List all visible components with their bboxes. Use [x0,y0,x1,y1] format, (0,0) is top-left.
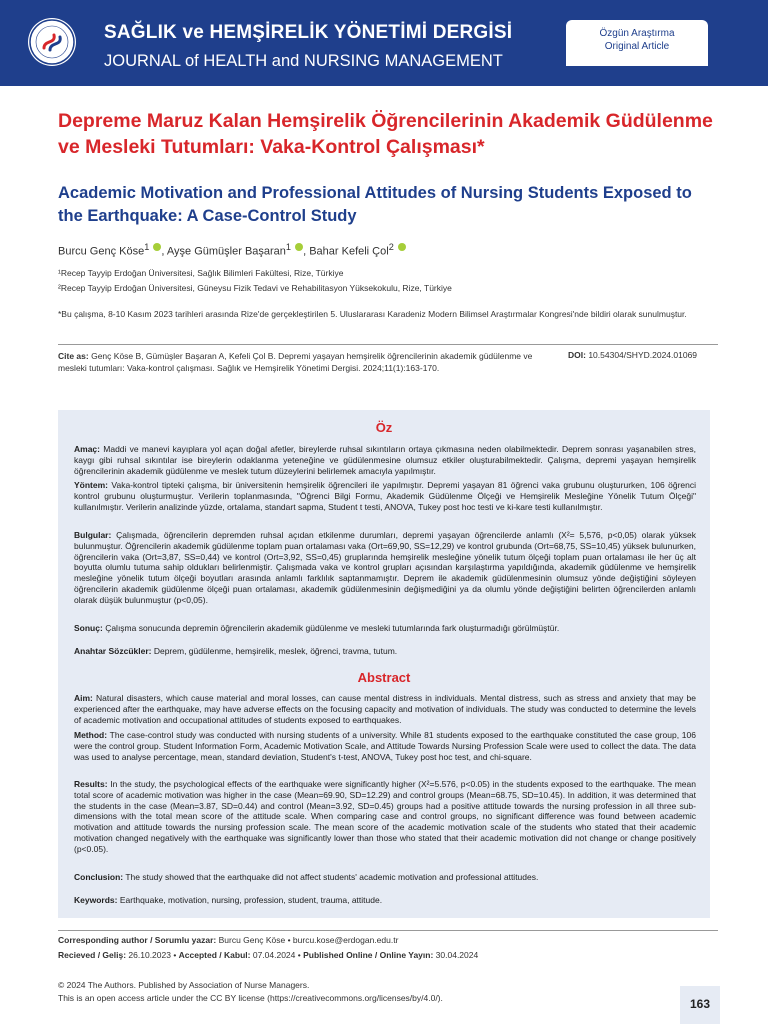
article-type-en: Original Article [604,41,670,52]
author-name[interactable]: Bahar Kefeli Çol [309,245,389,258]
citation [58,350,548,374]
abstract-keywords [74,895,696,906]
author-affil-sup: 2 [388,242,394,252]
received-label: Recieved / Geliş: [58,950,127,960]
abstract-aim [74,693,696,725]
oz-keywords [74,646,696,657]
journal-title-tr: SAĞLIK ve HEMŞİRELİK YÖNETİMİ DERGİSİ [104,22,513,43]
accepted-label: Accepted / Kabul: [178,950,251,960]
published-date: 30.04.2024 [435,950,479,960]
citation-label: Cite as: [58,351,89,361]
affiliation: ¹Recep Tayyip Erdoğan Üniversitesi, Sağlık Bilimleri Fakültesi, Rize, Türkiye [58,268,344,278]
journal-title-en: JOURNAL of HEALTH and NURSING MANAGEMENT [104,52,503,70]
citation-text: Genç Köse B, Gümüşler Başaran A, Kefeli Çol B. Depremi yaşayan hemşirelik öğrencilerinin akademik güdülenme ve mesleki tutumları: Vaka-kontrol çalışması. Sağlık ve Hemşirelik Yönetimi Dergisi. 2024;11(1):163-170. [58,351,533,373]
section-text: In the study, the psychological effects of the earthquake were significantly higher (X²=5.576, p<0.05) in the students exposed to the earthquake. The mean total score of academic motivation was higher in the case (Mean=69.90, SD=12.29) and control groups (Mean=68.75, SD=10.45). In addition, it was determined that the students in the case (Mean=3.87, SD=0.44) and control (Mean=3.92, SD=0.45) groups had a positive attitude towards the nursing profession in all three sub-dimensions with the total mean score of the attitude scale. When comparing case and control groups, no significant difference was found between academic motivation and attitude towards the nursing profession scale. The mean score of the academic motivation scale of the students who stated that their academic motivation changed negatively with the earthquake was significantly lower than those who stated that their academic motivation did not change or change positively (p<0.05). [74,779,696,854]
page-number: 163 [680,986,720,1024]
author-affil-sup: 1 [285,242,292,252]
corresponding-label: Corresponding author / Sorumlu yazar: [58,935,217,945]
article-type-badge [566,20,708,66]
article-title-tr: Depreme Maruz Kalan Hemşirelik Öğrencilerinin Akademik Güdülenme ve Mesleki Tutumları: Vaka-Kontrol Çalışması* [58,110,713,158]
orcid-icon[interactable] [398,243,406,251]
section-text: Vaka-kontrol tipteki çalışma, bir üniversitenin hemşirelik öğrencileri ile yapılmıştır. Depremi yaşayan 81 öğrenci vaka grubunu oluştururken, 106 öğrenci kontrol grubunu oluşturmuştur. Verilerin toplanmasında, "Öğrenci Bilgi Formu, Akademik Güdülenme Ölçeği ve Hemşirelik Mesleğine Yönelik Tutum Ölçeği" kullanılmıştır. Verilerin analizinde yüzde, ortalama, standart sapma, Student t testi, ANOVA, Tukey post hoc testi ve ki-kare testi kullanılmıştır. [74,480,696,512]
abstract-heading: Abstract [357,670,411,685]
doi [568,350,697,360]
oz-yontem [74,480,696,512]
section-text: Maddi ve manevi kayıplara yol açan doğal afetler, bireylerde ruhsal sıkıntıların ortaya çıkmasına neden olabilmektedir. Deprem sonrası yaşanabilen stres, kaygı gibi ruhsal sıkıntılar ise bireylerin odaklanma yeteneğine ve güdülenmesine olumsuz etkiler oluşturabilmektedir. Çalışma, depremi yaşayan hemşirelik öğrencilerinin akademik güdülenme ve meslek tutum düzeylerini belirlemek amacıyla yapılmıştır. [74,444,696,476]
abstract-box [58,410,710,918]
conference-note: *Bu çalışma, 8-10 Kasım 2023 tarihleri arasında Rize'de gerçekleştirilen 5. Uluslararası Karadeniz Modern Bilimsel Araştırmalar Kongresi'nde bildiri olarak sunulmuştur. [58,309,687,319]
author-list: Burcu Genç Köse$^1$ , Ayşe Gümüşler Başaran$^1$ , Bahar Kefeli Çol$^2$ [58,242,406,258]
author-affil-sup: 1 [144,242,150,252]
abstract-conclusion [74,872,696,883]
oz-heading: Öz [375,420,393,435]
affiliation: ²Recep Tayyip Erdoğan Üniversitesi, Güneysu Fizik Tedavi ve Rehabilitasyon Yüksekokulu, Rize, Türkiye [58,283,452,293]
doi-link[interactable]: 10.54304/SHYD.2024.01069 [588,350,698,360]
corresponding-author [58,935,398,945]
oz-sonuc [74,623,696,634]
article-title-en: Academic Motivation and Professional Attitudes of Nursing Students Exposed to the Earthquake: A Case-Control Study [58,184,692,225]
section-text: Earthquake, motivation, nursing, profession, student, trauma, attitude. [119,895,383,905]
section-text: The study showed that the earthquake did not affect students' academic motivation and professional attitudes. [125,872,539,882]
oz-amac [74,444,696,476]
abstract-method [74,730,696,762]
abstract-results [74,779,696,855]
section-label: Conclusion: [74,872,124,882]
author-name[interactable]: Ayşe Gümüşler Başaran [166,245,286,258]
section-label: Anahtar Sözcükler: [74,646,152,656]
section-label: Keywords: [74,895,118,905]
article-dates: Recieved / Geliş: 26.10.2023 • Accepted / Kabul: 07.04.2024 • Published Online / Online Yayın: 30.04.2024 [58,950,479,960]
license[interactable]: This is an open access article under the CC BY license (https://creativecommons.org/licenses/by/4.0/). [58,993,443,1003]
corresponding-text[interactable]: Burcu Genç Köse • burcu.kose@erdogan.edu.tr [218,935,399,945]
author-name[interactable]: Burcu Genç Köse [58,245,145,258]
section-label: Method: [74,730,108,740]
section-text: Deprem, güdülenme, hemşirelik, meslek, öğrenci, travma, tutum. [153,646,398,656]
oz-bulgular [74,530,696,606]
copyright: © 2024 The Authors. Published by Association of Nurse Managers. [58,980,310,990]
received-date: 26.10.2023 [128,950,171,960]
section-text: Natural disasters, which cause material and moral losses, can cause mental distress in individuals. Mental distress, such as stress and anxiety that may be experienced after the earthquake, may have adverse effects on the focusing capacity and motivation of individuals. The study was conducted to determine the levels of academic motivation and occupational attitudes of students exposed to earthquakes. [74,693,696,725]
orcid-icon[interactable] [295,243,303,251]
doi-label: DOI: [568,350,586,360]
journal-logo-icon [28,18,76,66]
divider [58,930,718,931]
section-text: The case-control study was conducted with nursing students of a university. While 81 students exposed to the earthquake constituted the case group, 106 were the control group. Student Information Form, Academic Motivation Scale, and Attitude Towards Nursing Profession Scale were used to collect the data. The data was used to analyse percentage, mean, standard deviation, Student's t-test, ANOVA, Tukey post hoc test, and chi-square. [74,730,696,762]
section-text: Çalışmada, öğrencilerin depremden ruhsal açıdan etkilenme durumları, depremi yaşayan öğrencilerde anlamlı (X²= 5,576, p<0,05) olarak yüksek bulunmuştur. Öğrencilerin akademik güdülenme toplam puan ortalaması vaka (Ort=69,90, SS=12,29) ve kontrol grubunda (Ort=68,75, SS=10,45) yüksek bulunurken, öğrencilerin vaka (Ort=3,87, SS=0,44) ve kontrol (Ort=3,92, SS=0,45) gruplarında hemşirelik mesleğine yönelik tutum ölçeği toplam puan ortalaması ile her üç alt boyutta olumlu tutuma sahip oldukları belirlenmiştir. Çalışmada vaka ve kontrol grupları açısından karşılaştırma yapıldığında, akademik güdülenme ve hemşirelik mesleğine yönelik tutum ölçeği boyutları arasında anlamlı farklılık saptanmamıştır. Deprem ile akademik güdülenmesinin olumsuz yönde değiştiğini söyleyen öğrencilerin akademik güdülenme ölçeği puan ortalaması, akademik güdülenmesinin değişmediğini ya da olumlu yönde değiştiğini belirten öğrencilerden anlamlı olarak düşük bulunmuştur (p<0,05). [74,530,696,605]
section-label: Yöntem: [74,480,108,490]
journal-header [0,0,768,86]
section-label: Sonuç: [74,623,103,633]
section-text: Çalışma sonucunda depremin öğrencilerin akademik güdülenme ve mesleki tutumlarında fark oluşturmadığı görülmüştür. [105,623,560,633]
section-label: Aim: [74,693,93,703]
orcid-icon[interactable] [153,243,161,251]
section-label: Results: [74,779,108,789]
accepted-date: 07.04.2024 [252,950,296,960]
section-label: Bulgular: [74,530,112,540]
article-type-tr: Özgün Araştırma [599,28,675,39]
section-label: Amaç: [74,444,100,454]
divider [58,344,718,345]
published-label: Published Online / Online Yayın: [303,950,434,960]
